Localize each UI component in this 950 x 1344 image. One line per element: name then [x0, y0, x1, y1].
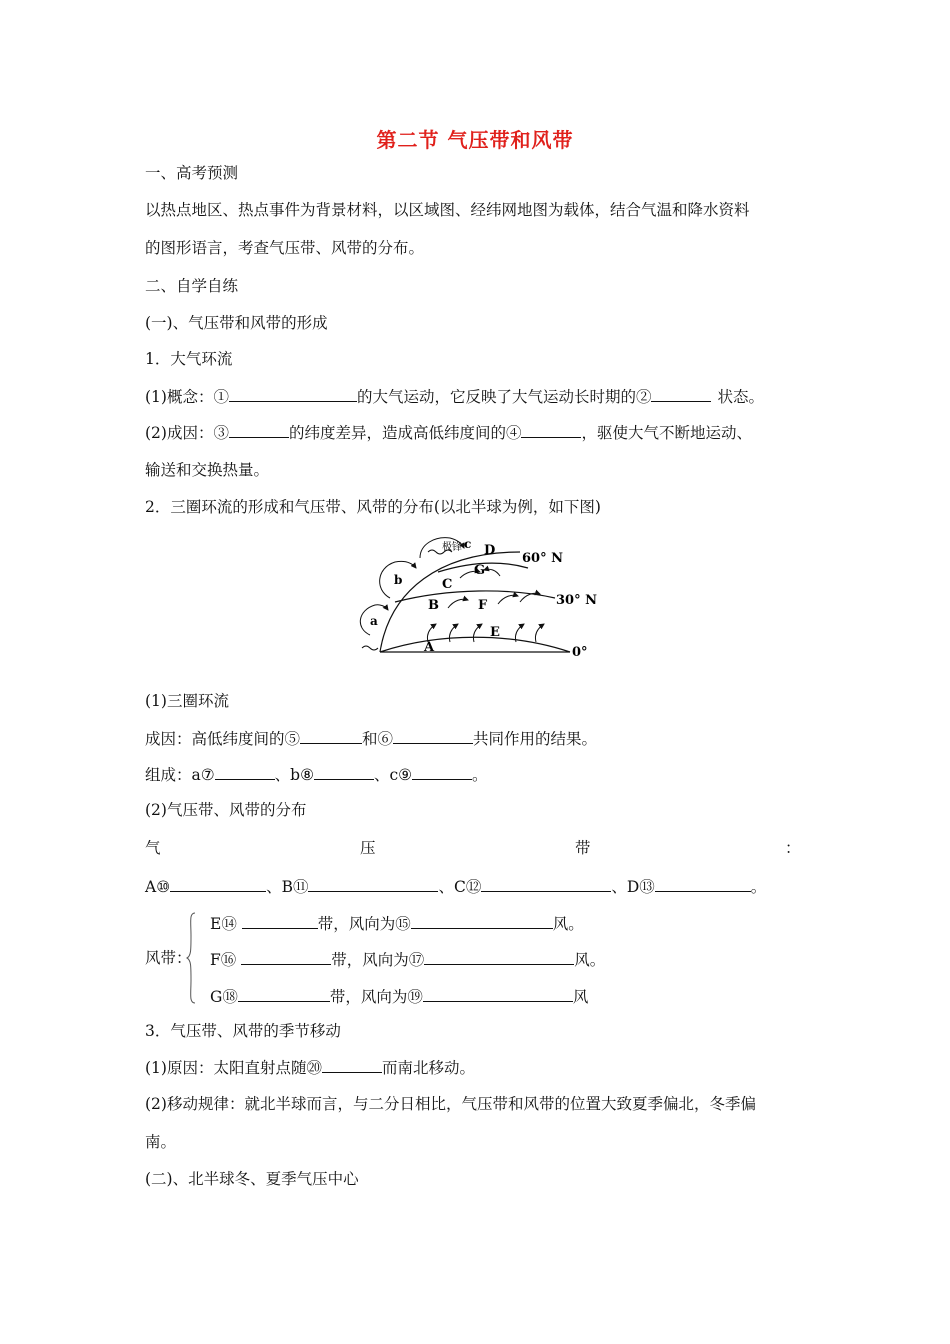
- concept-text-a: (1)概念：①: [145, 388, 229, 406]
- lat-30-line: [395, 591, 555, 602]
- fig-label-b: b: [394, 573, 403, 587]
- cause3-text-a: 成因：高低纬度间的⑤: [145, 730, 301, 748]
- distribution-heading: (2)气压带、风带的分布: [145, 801, 307, 819]
- comp-text-c: 、c⑨: [373, 766, 413, 784]
- blank-15: [411, 913, 553, 929]
- wind-F-c: 风。: [574, 951, 606, 969]
- three-cell-heading: (1)三圈环流: [145, 692, 229, 710]
- wind-arrow: [449, 624, 458, 642]
- fig-label-lat30: 30° N: [556, 593, 597, 608]
- pb-char-1: 气: [145, 839, 161, 857]
- forecast-paragraph-line1: 以热点地区、热点事件为背景材料，以区域图、经纬网地图为载体，结合气温和降水资料: [145, 201, 750, 219]
- cause-line2: 输送和交换热量。: [145, 461, 270, 479]
- blank-10: [170, 876, 266, 892]
- concept-text-c: 状态。: [717, 388, 764, 406]
- wind-belt-G-row: [210, 985, 588, 1007]
- wind-belt-F-row: [210, 948, 605, 970]
- concept-text-b: 的大气运动，它反映了大气运动长时期的②: [356, 388, 652, 406]
- three-cell-circulation-figure: [350, 530, 610, 662]
- blank-4: [521, 422, 581, 438]
- cause3-text-b: 和⑥: [362, 730, 394, 748]
- pb-char-2: 压: [360, 839, 376, 857]
- fig-label-F: F: [478, 598, 488, 613]
- wind-belt-E-row: [210, 912, 584, 934]
- wind-E-c: 风。: [552, 915, 584, 933]
- blank-16: [241, 949, 331, 965]
- section-heading-forecast: 一、高考预测: [145, 164, 239, 182]
- cause-line: [145, 422, 752, 443]
- comp-text-d: 。: [472, 766, 488, 784]
- wind-E-a: E⑭: [210, 915, 242, 933]
- composition-line: [145, 764, 488, 785]
- fig-label-a: a: [370, 614, 378, 628]
- fig-label-lat60: 60° N: [522, 551, 563, 566]
- blank-13: [655, 876, 751, 892]
- pressure-belt-fill-row: [145, 876, 766, 897]
- fig-label-C: C: [442, 577, 453, 592]
- cause-text-c: ，驱使大气不断地运动、: [581, 424, 752, 442]
- fig-label-c: c: [464, 537, 472, 551]
- reason-line: [145, 1057, 475, 1078]
- cause-text-b: 的纬度差异，造成高低纬度间的④: [288, 424, 522, 442]
- pb-A: A⑩: [145, 878, 171, 896]
- wind-G-a: G⑱: [210, 988, 238, 1006]
- wind-arrow: [448, 599, 468, 608]
- fig-label-lat0: 0°: [572, 645, 588, 660]
- equator-wave: [362, 646, 378, 650]
- blank-9: [412, 764, 472, 780]
- item-three-cell: 2．三圈环流的形成和气压带、风带的分布(以北半球为例，如下图): [145, 498, 601, 516]
- comp-text-b: 、b⑧: [274, 766, 314, 784]
- blank-12: [481, 876, 611, 892]
- subsection-formation: (一)、气压带和风带的形成: [145, 314, 328, 332]
- wind-arrow: [473, 624, 482, 642]
- fig-label-polar-front: 极锋: [442, 542, 462, 553]
- blank-19: [423, 986, 573, 1002]
- forecast-paragraph-line2: 的图形语言，考查气压带、风带的分布。: [145, 239, 425, 257]
- blank-1: [229, 386, 357, 402]
- cause-text-a: (2)成因：③: [145, 424, 229, 442]
- blank-8: [314, 764, 374, 780]
- pb-char-3: 带: [575, 839, 591, 857]
- fig-label-B: B: [428, 598, 439, 613]
- blank-6: [393, 728, 473, 744]
- brace-icon: [186, 912, 196, 1004]
- comp-text-a: 组成：a⑦: [145, 766, 215, 784]
- blank-11: [308, 876, 438, 892]
- reason-text-a: (1)原因：太阳直射点随⑳: [145, 1059, 322, 1077]
- wind-G-b: 带，风向为⑲: [329, 988, 423, 1006]
- cause3-text-c: 共同作用的结果。: [473, 730, 598, 748]
- section-heading-selfstudy: 二、自学自练: [145, 277, 239, 295]
- cause3-line: [145, 728, 597, 749]
- globe-outline: [380, 637, 570, 652]
- fig-label-D: D: [484, 543, 496, 558]
- wind-arrow: [484, 569, 500, 576]
- rule-line1: (2)移动规律：就北半球而言，与二分日相比，气压带和风带的位置大致夏季偏北，冬季偏: [145, 1095, 756, 1113]
- pb-char-4: ：: [785, 839, 801, 857]
- wind-G-c: 风: [572, 988, 589, 1006]
- rule-line2: 南。: [145, 1133, 177, 1151]
- fig-label-G: G: [474, 563, 486, 578]
- item-seasonal-movement: 3．气压带、风带的季节移动: [145, 1022, 341, 1040]
- subsection-pressure-centers: (二)、北半球冬、夏季气压中心: [145, 1170, 359, 1188]
- blank-7: [215, 764, 275, 780]
- wind-F-b: 带，风向为⑰: [331, 951, 425, 969]
- page-title: 第二节 气压带和风带: [376, 128, 574, 152]
- wind-E-b: 带，风向为⑮: [317, 915, 411, 933]
- wind-F-a: F⑯: [210, 951, 242, 969]
- blank-18: [238, 986, 330, 1002]
- blank-17: [424, 949, 574, 965]
- blank-3: [229, 422, 289, 438]
- wind-arrow: [498, 595, 518, 604]
- fig-label-A: A: [424, 640, 435, 655]
- blank-5: [300, 728, 362, 744]
- pb-C: 、C⑫: [438, 878, 482, 896]
- concept-line: [145, 386, 764, 407]
- wind-arrow: [535, 624, 544, 642]
- fig-label-E: E: [490, 625, 500, 640]
- blank-20: [322, 1057, 382, 1073]
- pb-D: 、D⑬: [611, 878, 655, 896]
- reason-text-b: 而南北移动。: [381, 1059, 475, 1077]
- pressure-belt-label-row: [145, 836, 800, 856]
- blank-14: [242, 913, 318, 929]
- wind-belt-label: 风带：: [145, 949, 192, 967]
- pb-end: 。: [750, 878, 767, 896]
- blank-2: [651, 386, 711, 402]
- pb-B: 、B⑪: [266, 878, 309, 896]
- item-atmospheric-circulation: 1．大气环流: [145, 350, 233, 368]
